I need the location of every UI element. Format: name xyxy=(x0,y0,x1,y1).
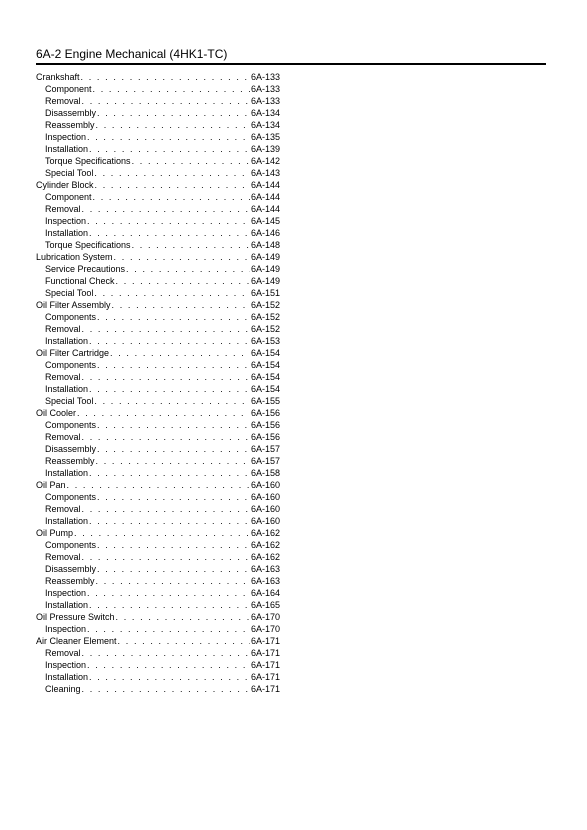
toc-dot-leader xyxy=(82,503,250,515)
toc-page-number: 6A-133 xyxy=(250,84,280,94)
toc-page-number: 6A-156 xyxy=(250,420,280,430)
toc-page-number: 6A-171 xyxy=(250,648,280,658)
toc-page-number: 6A-171 xyxy=(250,660,280,670)
toc-dot-leader xyxy=(94,395,250,407)
toc-entry-label: Service Precautions xyxy=(45,264,126,274)
toc-page-number: 6A-171 xyxy=(250,684,280,694)
toc-entry xyxy=(36,479,280,491)
toc-page-number: 6A-171 xyxy=(250,672,280,682)
toc-subentry xyxy=(36,83,280,95)
toc-entry-label: Components xyxy=(45,492,97,502)
toc-dot-leader xyxy=(87,659,250,671)
toc-dot-leader xyxy=(87,215,250,227)
toc-subentry xyxy=(36,515,280,527)
toc-entry-label: Installation xyxy=(45,672,89,682)
toc-page-number: 6A-148 xyxy=(250,240,280,250)
toc-dot-leader xyxy=(97,359,250,371)
toc-entry-label: Functional Check xyxy=(45,276,115,286)
toc-page-number: 6A-154 xyxy=(250,384,280,394)
toc-page-number: 6A-146 xyxy=(250,228,280,238)
toc-entry xyxy=(36,71,280,83)
toc-entry-label: Removal xyxy=(45,96,81,106)
toc-subentry xyxy=(36,659,280,671)
toc-entry xyxy=(36,251,280,263)
toc-subentry xyxy=(36,119,280,131)
toc-entry-label: Inspection xyxy=(45,624,87,634)
toc-dot-leader xyxy=(116,611,250,623)
toc-dot-leader xyxy=(97,563,250,575)
toc-dot-leader xyxy=(97,491,250,503)
toc-page-number: 6A-133 xyxy=(250,72,280,82)
toc-dot-leader xyxy=(97,419,250,431)
toc-dot-leader xyxy=(89,143,250,155)
toc-page-number: 6A-156 xyxy=(250,432,280,442)
toc-entry-label: Torque Specifications xyxy=(45,240,131,250)
toc-dot-leader xyxy=(94,287,250,299)
toc-entry-label: Removal xyxy=(45,204,81,214)
toc-subentry xyxy=(36,503,280,515)
toc-entry xyxy=(36,299,280,311)
toc-subentry xyxy=(36,623,280,635)
toc-page-number: 6A-160 xyxy=(250,480,280,490)
toc-dot-leader xyxy=(97,107,250,119)
toc-entry xyxy=(36,527,280,539)
toc-dot-leader xyxy=(97,311,250,323)
toc-dot-leader xyxy=(112,299,250,311)
toc-page-number: 6A-152 xyxy=(250,300,280,310)
toc-subentry xyxy=(36,239,280,251)
toc-dot-leader xyxy=(77,407,250,419)
toc-entry-label: Installation xyxy=(45,336,89,346)
toc-entry xyxy=(36,407,280,419)
toc-page-number: 6A-144 xyxy=(250,204,280,214)
toc-dot-leader xyxy=(116,275,250,287)
toc-dot-leader xyxy=(126,263,250,275)
toc-page-number: 6A-145 xyxy=(250,216,280,226)
toc-subentry xyxy=(36,431,280,443)
toc-page-number: 6A-144 xyxy=(250,180,280,190)
toc-page-number: 6A-170 xyxy=(250,612,280,622)
toc-entry-label: Components xyxy=(45,360,97,370)
toc-entry-label: Inspection xyxy=(45,660,87,670)
toc-subentry xyxy=(36,491,280,503)
toc-page-number: 6A-134 xyxy=(250,120,280,130)
toc-subentry xyxy=(36,311,280,323)
toc-dot-leader xyxy=(114,251,250,263)
toc-entry-label: Air Cleaner Element xyxy=(36,636,117,646)
toc-entry-label: Installation xyxy=(45,384,89,394)
toc-entry-label: Removal xyxy=(45,648,81,658)
toc-page-number: 6A-149 xyxy=(250,276,280,286)
toc-page-number: 6A-170 xyxy=(250,624,280,634)
toc-dot-leader xyxy=(97,443,250,455)
toc-entry xyxy=(36,179,280,191)
toc-subentry xyxy=(36,359,280,371)
toc-subentry xyxy=(36,599,280,611)
toc-page-number: 6A-160 xyxy=(250,492,280,502)
page-title: 6A-2 Engine Mechanical (4HK1-TC) xyxy=(36,47,228,61)
toc-dot-leader xyxy=(96,575,250,587)
toc-subentry xyxy=(36,575,280,587)
toc-dot-leader xyxy=(110,347,250,359)
toc-page-number: 6A-162 xyxy=(250,540,280,550)
toc-subentry xyxy=(36,95,280,107)
toc-dot-leader xyxy=(89,467,250,479)
toc-page-number: 6A-158 xyxy=(250,468,280,478)
toc-entry-label: Crankshaft xyxy=(36,72,80,82)
toc-page-number: 6A-139 xyxy=(250,144,280,154)
toc-entry-label: Cylinder Block xyxy=(36,180,94,190)
toc-dot-leader xyxy=(132,239,250,251)
toc-dot-leader xyxy=(82,431,250,443)
toc-entry-label: Inspection xyxy=(45,588,87,598)
toc-page-number: 6A-162 xyxy=(250,528,280,538)
toc-entry-label: Lubrication System xyxy=(36,252,113,262)
toc-entry-label: Removal xyxy=(45,372,81,382)
toc-dot-leader xyxy=(67,479,250,491)
toc-page-number: 6A-154 xyxy=(250,360,280,370)
toc-page-number: 6A-163 xyxy=(250,564,280,574)
toc-entry-label: Disassembly xyxy=(45,444,97,454)
toc-page-number: 6A-149 xyxy=(250,264,280,274)
toc-page-number: 6A-160 xyxy=(250,504,280,514)
toc-dot-leader xyxy=(87,131,250,143)
toc-page-number: 6A-134 xyxy=(250,108,280,118)
toc-entry-label: Reassembly xyxy=(45,120,95,130)
toc-entry-label: Removal xyxy=(45,432,81,442)
toc-entry-label: Special Tool xyxy=(45,168,94,178)
toc-subentry xyxy=(36,131,280,143)
toc-page-number: 6A-162 xyxy=(250,552,280,562)
toc-entry-label: Reassembly xyxy=(45,456,95,466)
toc-dot-leader xyxy=(118,635,250,647)
toc-page-number: 6A-151 xyxy=(250,288,280,298)
toc-dot-leader xyxy=(93,191,250,203)
toc-subentry xyxy=(36,275,280,287)
toc-dot-leader xyxy=(82,683,250,695)
toc-entry-label: Installation xyxy=(45,516,89,526)
toc-subentry xyxy=(36,143,280,155)
toc-page-number: 6A-142 xyxy=(250,156,280,166)
toc-page-number: 6A-154 xyxy=(250,348,280,358)
toc-page-number: 6A-160 xyxy=(250,516,280,526)
toc-entry xyxy=(36,611,280,623)
toc-entry-label: Cleaning xyxy=(45,684,81,694)
toc-entry-label: Component xyxy=(45,192,92,202)
toc-subentry xyxy=(36,395,280,407)
toc-dot-leader xyxy=(81,71,250,83)
toc-entry-label: Installation xyxy=(45,228,89,238)
toc-subentry xyxy=(36,383,280,395)
toc-entry-label: Removal xyxy=(45,324,81,334)
toc-entry-label: Removal xyxy=(45,552,81,562)
toc-subentry xyxy=(36,671,280,683)
toc-page-number: 6A-156 xyxy=(250,408,280,418)
toc-subentry xyxy=(36,371,280,383)
toc-dot-leader xyxy=(89,515,250,527)
toc-subentry xyxy=(36,107,280,119)
toc-subentry xyxy=(36,443,280,455)
toc-page-number: 6A-163 xyxy=(250,576,280,586)
toc-dot-leader xyxy=(82,647,250,659)
toc-subentry xyxy=(36,287,280,299)
toc-dot-leader xyxy=(89,335,250,347)
toc-dot-leader xyxy=(82,203,250,215)
toc-page-number: 6A-149 xyxy=(250,252,280,262)
toc-entry-label: Disassembly xyxy=(45,564,97,574)
toc-page-number: 6A-164 xyxy=(250,588,280,598)
toc-dot-leader xyxy=(74,527,250,539)
toc-entry-label: Torque Specifications xyxy=(45,156,131,166)
toc-subentry xyxy=(36,227,280,239)
toc-entry-label: Component xyxy=(45,84,92,94)
toc-entry xyxy=(36,347,280,359)
toc-entry-label: Special Tool xyxy=(45,396,94,406)
table-of-contents xyxy=(36,71,280,695)
toc-entry-label: Reassembly xyxy=(45,576,95,586)
toc-page-number: 6A-171 xyxy=(250,636,280,646)
toc-page-number: 6A-153 xyxy=(250,336,280,346)
toc-subentry xyxy=(36,155,280,167)
toc-entry-label: Inspection xyxy=(45,132,87,142)
toc-page-number: 6A-152 xyxy=(250,324,280,334)
toc-page-number: 6A-154 xyxy=(250,372,280,382)
toc-subentry xyxy=(36,215,280,227)
toc-page-number: 6A-143 xyxy=(250,168,280,178)
toc-page-number: 6A-135 xyxy=(250,132,280,142)
toc-entry xyxy=(36,635,280,647)
toc-subentry xyxy=(36,191,280,203)
toc-dot-leader xyxy=(95,179,250,191)
toc-entry-label: Oil Pump xyxy=(36,528,74,538)
toc-dot-leader xyxy=(82,95,250,107)
toc-entry-label: Components xyxy=(45,312,97,322)
toc-page-number: 6A-133 xyxy=(250,96,280,106)
toc-entry-label: Inspection xyxy=(45,216,87,226)
toc-dot-leader xyxy=(87,587,250,599)
toc-subentry xyxy=(36,455,280,467)
toc-entry-label: Oil Pressure Switch xyxy=(36,612,115,622)
toc-dot-leader xyxy=(96,455,250,467)
toc-entry-label: Special Tool xyxy=(45,288,94,298)
toc-entry-label: Components xyxy=(45,540,97,550)
header-rule xyxy=(36,63,546,65)
toc-dot-leader xyxy=(89,599,250,611)
toc-subentry xyxy=(36,551,280,563)
toc-subentry xyxy=(36,167,280,179)
toc-page-number: 6A-152 xyxy=(250,312,280,322)
toc-dot-leader xyxy=(89,383,250,395)
toc-subentry xyxy=(36,683,280,695)
toc-dot-leader xyxy=(82,323,250,335)
toc-page-number: 6A-155 xyxy=(250,396,280,406)
toc-subentry xyxy=(36,587,280,599)
toc-entry-label: Removal xyxy=(45,504,81,514)
toc-dot-leader xyxy=(132,155,250,167)
toc-entry-label: Oil Pan xyxy=(36,480,66,490)
toc-dot-leader xyxy=(87,623,250,635)
toc-entry-label: Installation xyxy=(45,600,89,610)
toc-subentry xyxy=(36,263,280,275)
toc-subentry xyxy=(36,563,280,575)
toc-dot-leader xyxy=(89,671,250,683)
toc-subentry xyxy=(36,467,280,479)
toc-page-number: 6A-157 xyxy=(250,444,280,454)
toc-entry-label: Oil Filter Cartridge xyxy=(36,348,110,358)
toc-dot-leader xyxy=(89,227,250,239)
toc-dot-leader xyxy=(94,167,250,179)
toc-subentry xyxy=(36,539,280,551)
toc-dot-leader xyxy=(96,119,250,131)
toc-page-number: 6A-144 xyxy=(250,192,280,202)
toc-entry-label: Components xyxy=(45,420,97,430)
toc-dot-leader xyxy=(93,83,250,95)
toc-dot-leader xyxy=(82,371,250,383)
toc-subentry xyxy=(36,323,280,335)
toc-entry-label: Disassembly xyxy=(45,108,97,118)
toc-entry-label: Installation xyxy=(45,468,89,478)
toc-subentry xyxy=(36,419,280,431)
toc-entry-label: Oil Filter Assembly xyxy=(36,300,111,310)
toc-entry-label: Oil Cooler xyxy=(36,408,77,418)
toc-dot-leader xyxy=(97,539,250,551)
toc-subentry xyxy=(36,647,280,659)
toc-entry-label: Installation xyxy=(45,144,89,154)
toc-page-number: 6A-157 xyxy=(250,456,280,466)
toc-dot-leader xyxy=(82,551,250,563)
page-header xyxy=(36,47,546,61)
toc-page-number: 6A-165 xyxy=(250,600,280,610)
toc-subentry xyxy=(36,203,280,215)
toc-subentry xyxy=(36,335,280,347)
